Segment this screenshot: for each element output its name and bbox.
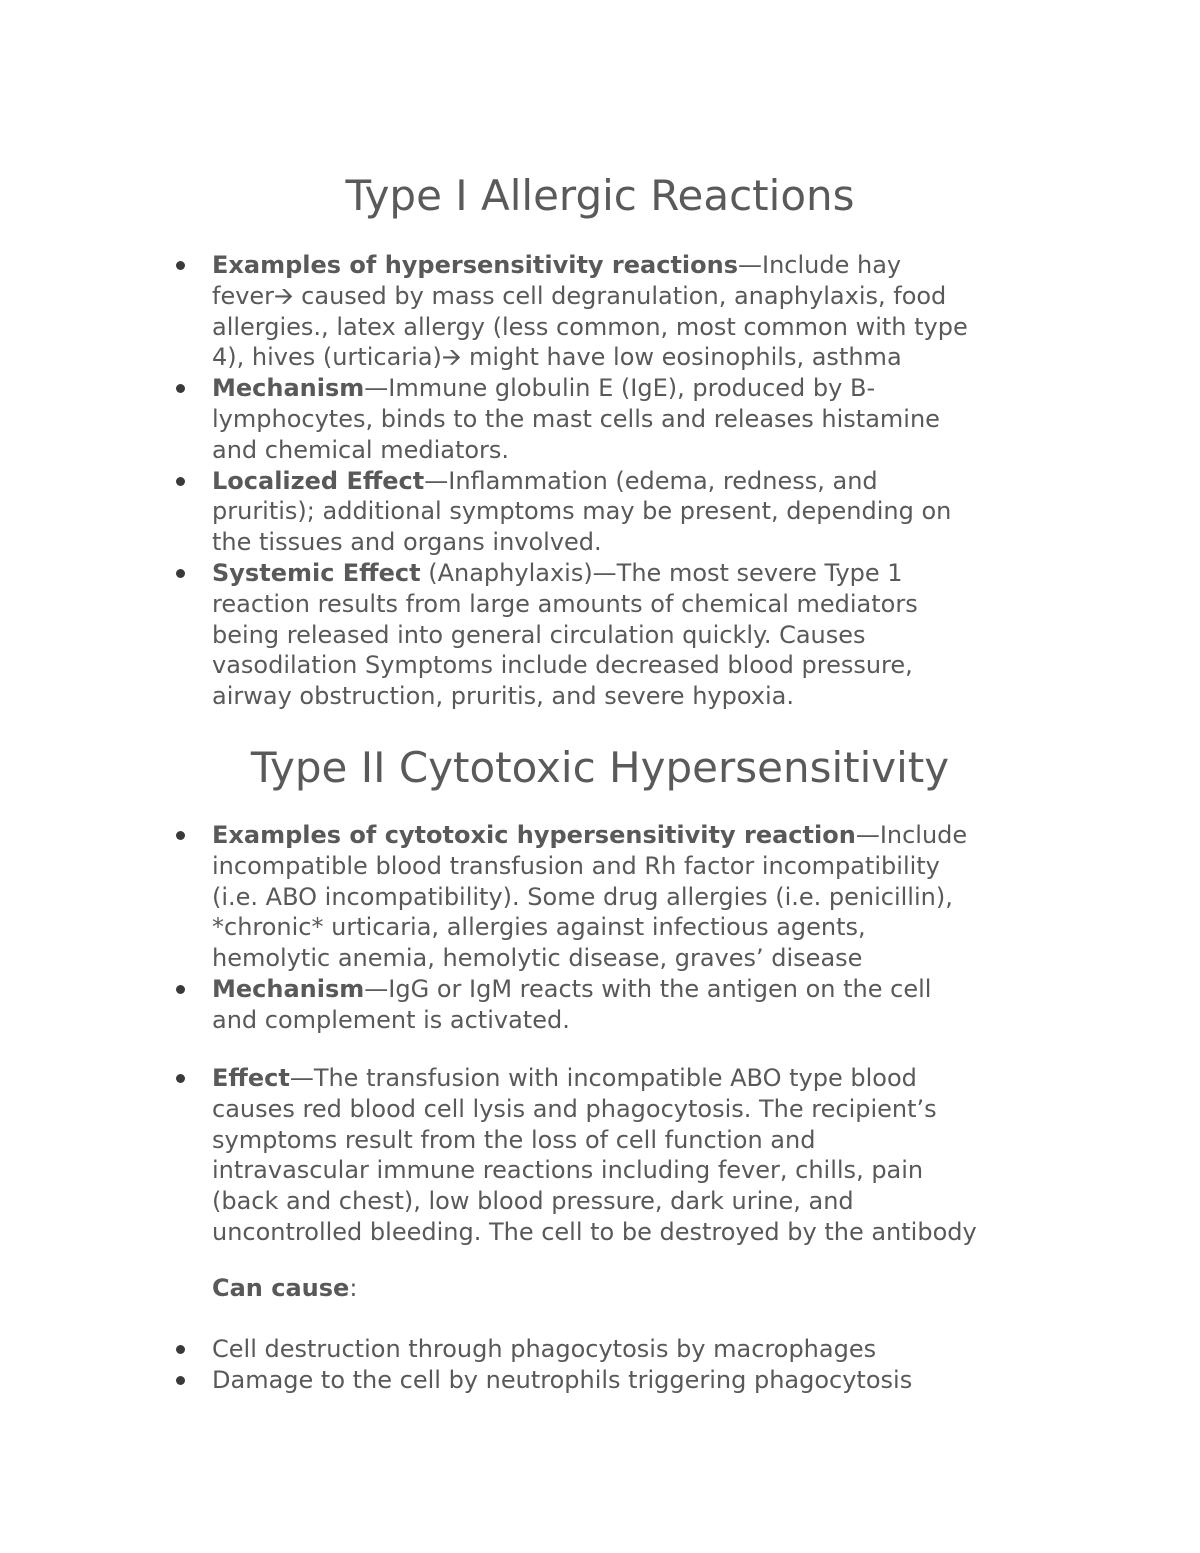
item-text: (Anaphylaxis)—The most severe Type 1 reaction results from large amounts of chemical mediators being released into general circulation quickly. Causes vasodilation Symptoms include decreased blood pressure, airway obstruction, pruritis, and severe hypoxia. — [212, 558, 918, 711]
list-item — [212, 1063, 1072, 1248]
item-text: —IgG or IgM reacts with the antigen on the cell and complement is activated. — [212, 974, 932, 1034]
section-1-title: Type I Allergic Reactions — [345, 171, 855, 220]
item-term: Localized Effect — [212, 466, 425, 495]
item-term: Systemic Effect — [212, 558, 421, 587]
item-text: —The transfusion with incompatible ABO type blood causes red blood cell lysis and phagocytosis. The recipient’s symptoms result from the loss of cell function and intravascular immune reactions including fever, chills, pain (back and chest), low blood pressure, dark urine, and uncontrolled bleeding. The cell to be destroyed by the antibody — [212, 1064, 977, 1246]
can-cause-label — [212, 1273, 357, 1304]
bullet-icon — [176, 985, 185, 994]
bullet-icon — [176, 477, 185, 486]
list-item — [212, 466, 1072, 558]
bullet-icon — [176, 261, 185, 270]
item-text: —Include hay fever🡪 caused by mass cell degranulation, anaphylaxis, food allergies., latex allergy (less common, most common with type 4), hives (urticaria)🡪 might have low eosinophils, asthma — [212, 251, 968, 372]
can-cause-term: Can cause — [212, 1274, 350, 1302]
list-item — [212, 1334, 1072, 1365]
item-text: —Include incompatible blood transfusion and Rh factor incompatibility (i.e. ABO incompatibility). Some drug allergies (i.e. penicillin), *chronic* urticaria, allergies against infectious agents, hemolytic anemia, hemolytic disease, graves’ disease — [212, 821, 968, 973]
list-item — [212, 373, 1072, 465]
item-text: Cell destruction through phagocytosis by macrophages — [212, 1335, 877, 1363]
bullet-icon — [176, 1074, 185, 1083]
causes-list — [212, 1334, 1072, 1396]
item-term: Effect — [212, 1064, 290, 1092]
item-term: Examples of hypersensitivity reactions — [212, 251, 739, 279]
bullet-icon — [176, 1376, 185, 1385]
bullet-icon — [176, 1345, 185, 1354]
bullet-icon — [176, 831, 185, 840]
item-text: —Immune globulin E (IgE), produced by B- lymphocytes, binds to the mast cells and releases histamine and chemical mediators. — [212, 374, 940, 464]
list-item — [212, 1365, 1072, 1396]
list-item — [212, 974, 1072, 1036]
item-term: Examples of cytotoxic hypersensitivity reaction — [212, 821, 856, 849]
item-text: —Inflammation (edema, redness, and pruritis); additional symptoms may be present, depending on the tissues and organs involved. — [212, 466, 952, 557]
item-term: Mechanism — [212, 974, 365, 1003]
bullet-icon — [176, 384, 185, 393]
list-item — [212, 250, 1072, 373]
list-item — [212, 558, 1072, 712]
section-1-list — [212, 250, 1072, 712]
bullet-icon — [176, 569, 185, 578]
item-text: Damage to the cell by neutrophils triggering phagocytosis — [212, 1365, 913, 1394]
item-term: Mechanism — [212, 374, 365, 403]
effect-list — [212, 1063, 1072, 1248]
section-2-title: Type II Cytotoxic Hypersensitivity — [250, 743, 950, 792]
list-item — [212, 820, 1072, 974]
section-2-list — [212, 820, 1072, 1036]
can-cause-suffix: : — [349, 1274, 358, 1302]
